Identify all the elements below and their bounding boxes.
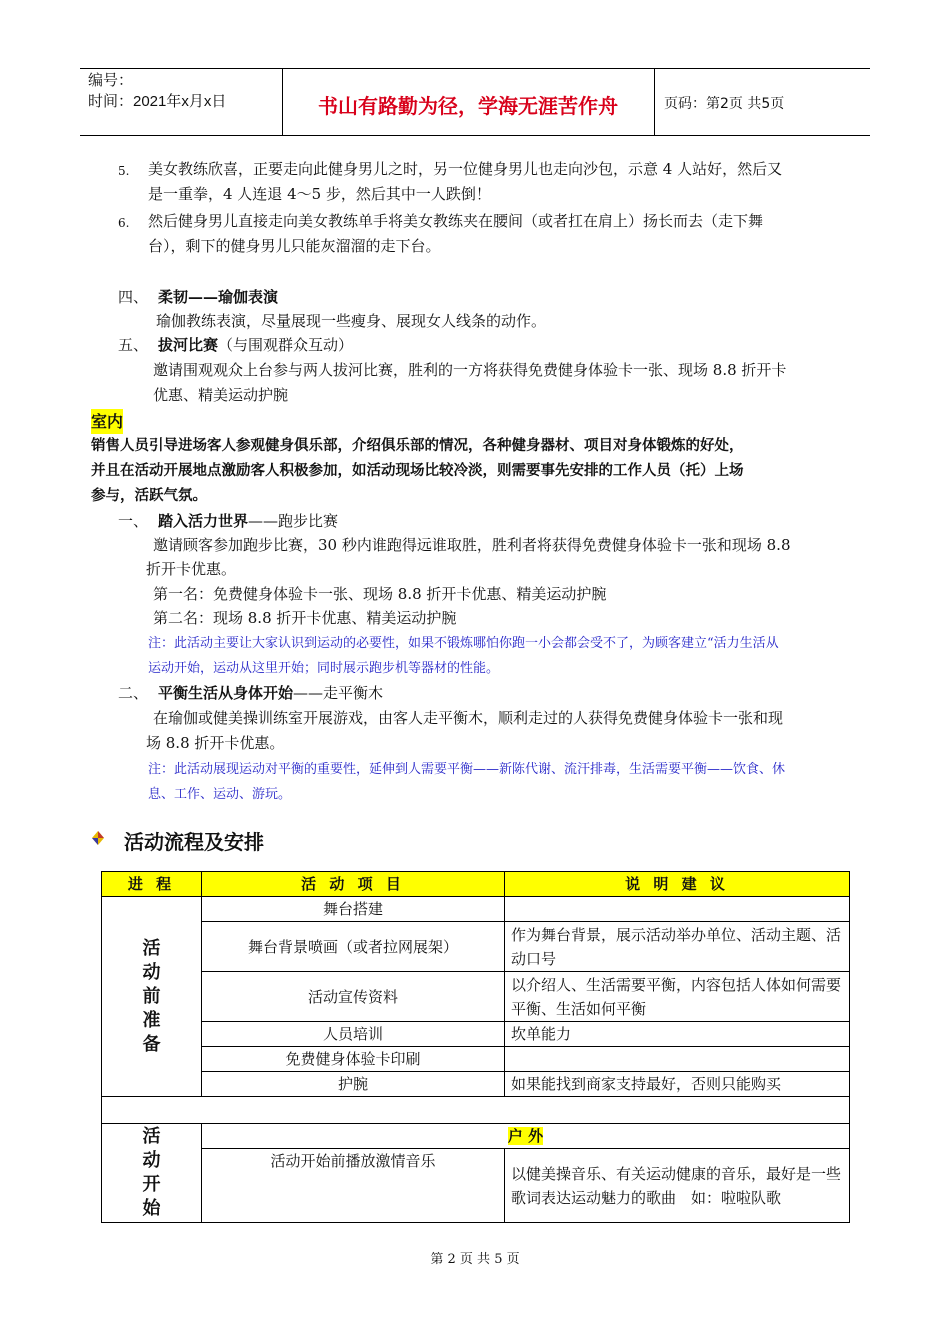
- section-5-line-2: 优惠、精美运动护腕: [153, 386, 289, 404]
- header-left: [88, 70, 226, 112]
- note-cell: 以介绍人、生活需要平衡，内容包括人体如何需要平衡、生活如何平衡: [505, 972, 850, 1022]
- stage-char: 前: [142, 985, 161, 1007]
- page-footer: 第 2 页 共 5 页: [430, 1252, 520, 1267]
- outdoor-row: [202, 1124, 850, 1149]
- outdoor-label: 户 外: [507, 1127, 544, 1145]
- schedule-title: 活动流程及安排: [124, 830, 264, 854]
- indoor-1-line-2: 折开卡优惠。: [146, 560, 237, 578]
- spacer-cell: [102, 1097, 850, 1124]
- diamond-bullet-icon: [92, 831, 104, 845]
- stage-char: 始: [142, 1198, 161, 1219]
- section-5-title: 拔河比赛: [158, 336, 219, 354]
- header-item: 活 动 项 目: [202, 872, 505, 897]
- item-number: 6.: [118, 216, 130, 230]
- item-6-line-2: 台），剩下的健身男儿只能灰溜溜的走下台。: [148, 237, 441, 255]
- header-stage: 进 程: [102, 872, 202, 897]
- section-4-title: 柔韧——瑜伽表演: [158, 288, 279, 306]
- indoor-2-line-2: 场 8.8 折开卡优惠。: [146, 734, 285, 752]
- note-cell: [505, 1047, 850, 1072]
- indoor-1-note-line-2: 运动开始，运动从这里开始；同时展示跑步机等器材的性能。: [148, 661, 500, 676]
- indoor-2-title-suffix: ——走平衡木: [293, 684, 384, 702]
- header-bottom-rule: [80, 135, 870, 136]
- item-cell: 活动宣传资料: [202, 972, 505, 1022]
- indoor-2-number: 二、: [118, 684, 149, 702]
- indoor-1-number: 一、: [118, 512, 149, 530]
- note-cell: 坎单能力: [505, 1022, 850, 1047]
- indoor-intro-line-3: 参与，活跃气氛。: [91, 488, 207, 504]
- section-4-number: 四、: [118, 288, 149, 306]
- table-row: [102, 1022, 850, 1047]
- note-cell: 作为舞台背景，展示活动举办单位、活动主题、活动口号: [505, 922, 850, 972]
- item-5-line-2: 是一重拳，4 人连退 4～5 步，然后其中一人跌倒！: [148, 185, 491, 203]
- item-cell: 舞台搭建: [202, 897, 505, 922]
- note-cell: 以健美操音乐、有关运动健康的音乐，最好是一些歌词表达运动魅力的歌曲 如：啦啦队歌: [505, 1149, 850, 1223]
- stage-char: 开: [142, 1174, 161, 1195]
- section-5-heading: [158, 333, 353, 358]
- indoor-1-note-line-1: 注：此活动主要让大家认识到运动的必要性，如果不锻炼哪怕你跑一小会都会受不了，为顾客建立“活力生活从: [148, 636, 779, 651]
- indoor-1-line-1: 邀请顾客参加跑步比赛，30 秒内谁跑得远谁取胜，胜利者将获得免费健身体验卡一张和现场 8.8: [153, 536, 791, 554]
- note-cell: [505, 897, 850, 922]
- section-5-line-1: 邀请围观观众上台参与两人拔河比赛，胜利的一方将获得免费健身体验卡一张、现场 8.8 折开卡: [153, 361, 787, 379]
- indoor-1-prize-1: 第一名：免费健身体验卡一张、现场 8.8 折开卡优惠、精美运动护腕: [153, 585, 607, 603]
- item-cell: 免费健身体验卡印刷: [202, 1047, 505, 1072]
- indoor-2-heading: [158, 681, 383, 706]
- section-4-text: 瑜伽教练表演，尽量展现一些瘦身、展现女人线条的动作。: [156, 312, 547, 330]
- table-row: [102, 897, 850, 922]
- stage-start: [102, 1124, 202, 1223]
- indoor-intro-line-2: 并且在活动开展地点激励客人积极参加，如活动现场比较冷淡，则需要事先安排的工作人员（托）上场: [91, 463, 744, 479]
- table-row: [102, 972, 850, 1022]
- date-label: 时间：2021年x月x日: [88, 93, 227, 110]
- indoor-intro-line-1: 销售人员引导进场客人参观健身俱乐部，介绍俱乐部的情况，各种健身器材、项目对身体锻炼的好处，: [91, 438, 744, 454]
- indoor-1-heading: [158, 509, 338, 534]
- indoor-2-note-line-2: 息、工作、运动、游玩。: [148, 787, 292, 802]
- item-cell: 活动开始前播放激情音乐: [202, 1149, 505, 1223]
- header-motto: 书山有路勤为径，学海无涯苦作舟: [318, 94, 618, 118]
- indoor-1-title: 踏入活力世界: [158, 512, 249, 530]
- item-6-line-1: 然后健身男儿直接走向美女教练单手将美女教练夹在腰间（或者扛在肩上）扬长而去（走下舞: [148, 212, 764, 230]
- item-cell: 护腕: [202, 1072, 505, 1097]
- stage-char: 活: [142, 937, 161, 959]
- stage-char: 准: [142, 1009, 161, 1031]
- item-number: 5.: [118, 164, 130, 178]
- indoor-1-prize-2: 第二名：现场 8.8 折开卡优惠、精美运动护腕: [153, 609, 457, 627]
- note-cell: 如果能找到商家支持最好，否则只能购买: [505, 1072, 850, 1097]
- item-cell: 舞台背景喷画（或者拉网展架）: [202, 922, 505, 972]
- header-top-rule: [80, 68, 870, 69]
- table-row: [102, 1124, 850, 1149]
- stage-char: 动: [142, 961, 161, 983]
- indoor-2-title: 平衡生活从身体开始: [158, 684, 294, 702]
- table-header-row: [102, 872, 850, 897]
- schedule-table: [101, 871, 850, 1223]
- header-page-info: 页码：第2页 共5页: [664, 96, 785, 112]
- indoor-1-title-suffix: ——跑步比赛: [248, 512, 339, 530]
- section-5-title-suffix: （与围观群众互动）: [218, 336, 354, 354]
- stage-prepare: [102, 897, 202, 1097]
- header-divider-right: [654, 68, 655, 136]
- number-label: 编号：: [88, 72, 134, 89]
- section-5-number: 五、: [118, 336, 149, 354]
- stage-char: 动: [142, 1150, 161, 1171]
- item-5-line-1: 美女教练欣喜，正要走向此健身男儿之时，另一位健身男儿也走向沙包，示意 4 人站好，然后又: [148, 160, 783, 178]
- item-cell: 人员培训: [202, 1022, 505, 1047]
- table-row: [102, 1149, 850, 1223]
- stage-char: 备: [142, 1033, 161, 1055]
- indoor-label: 室内: [91, 409, 123, 434]
- table-row: [102, 922, 850, 972]
- indoor-2-note-line-1: 注：此活动展现运动对平衡的重要性，延伸到人需要平衡——新陈代谢、流汗排毒，生活需要平衡——饮食、休: [148, 762, 786, 777]
- table-spacer-row: [102, 1097, 850, 1124]
- table-row: [102, 1072, 850, 1097]
- table-row: [102, 1047, 850, 1072]
- header-note: 说 明 建 议: [505, 872, 850, 897]
- indoor-2-line-1: 在瑜伽或健美操训练室开展游戏，由客人走平衡木，顺利走过的人获得免费健身体验卡一张和现: [153, 709, 784, 727]
- stage-char: 活: [142, 1126, 161, 1147]
